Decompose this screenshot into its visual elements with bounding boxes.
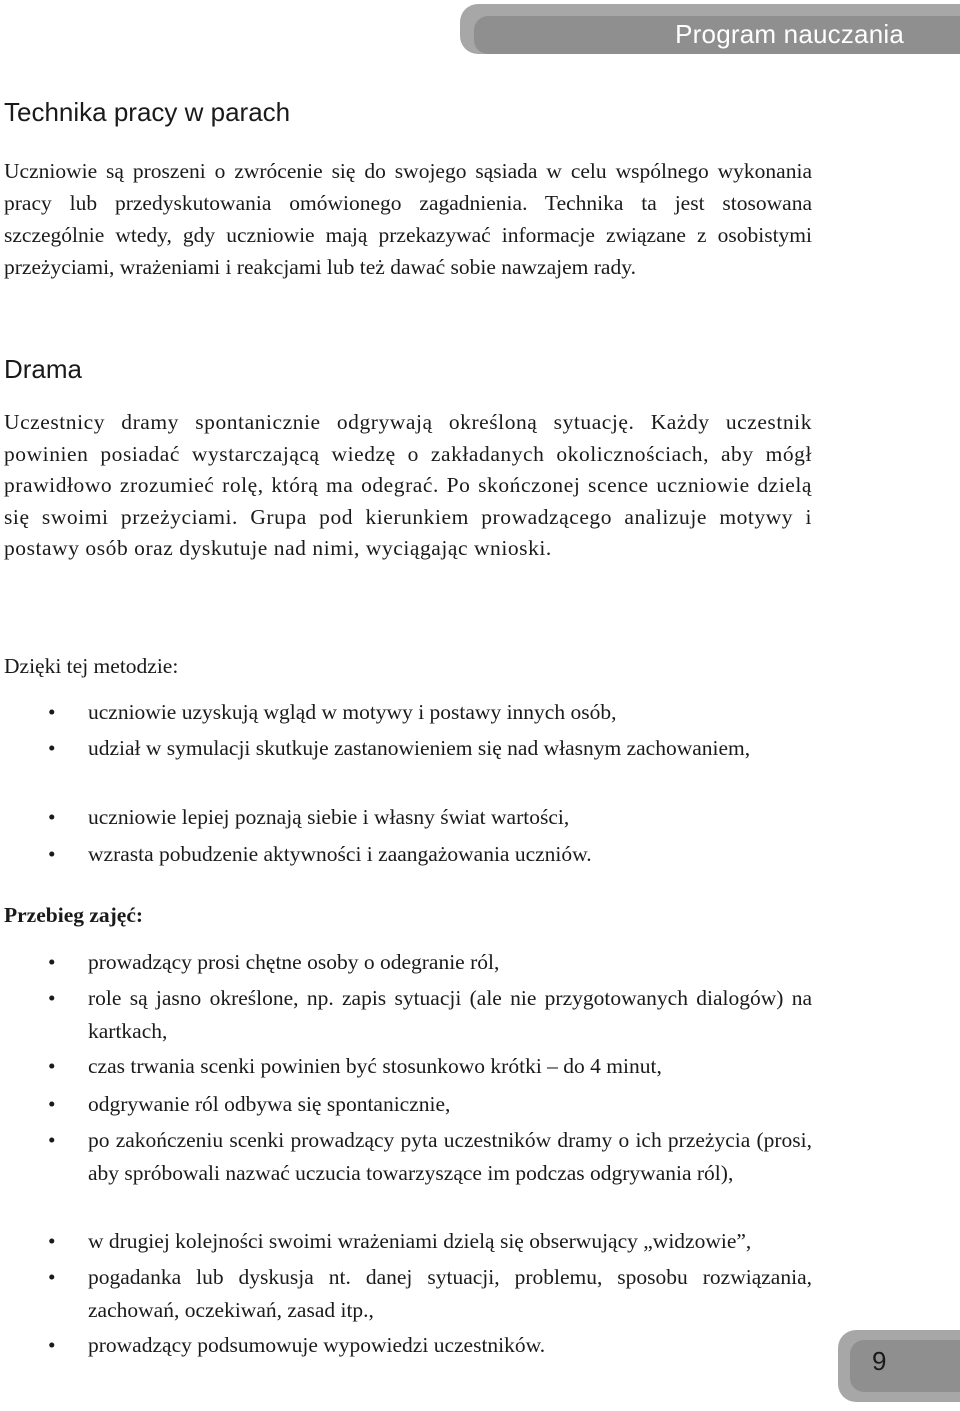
list-item-text: wzrasta pobudzenie aktywności i zaangażowania uczniów. [88,842,592,866]
list-item [48,801,812,834]
list-item [48,1329,812,1362]
list-item-text: uczniowie lepiej poznają siebie i własny świat wartości, [88,805,570,829]
heading-drama: Drama [4,354,83,384]
bullet-icon: • [48,1092,56,1116]
section-title: Program nauczania [675,19,904,49]
list-item [48,1124,812,1190]
drama-paragraph: Uczestnicy dramy spontanicznie odgrywają określoną sytuację. Każdy uczestnik powinien posiadać wystarczającą wiedzę o zakładanych okolicznościach, aby mógł prawidłowo zrozumieć rolę, którą ma odegrać. Po skończonej scence uczniowie dzielą się swoimi przeżyciami. Grupa pod kierunkiem prowadzącego analizuje motywy i postawy osób oraz dyskutuje nad nimi, wyciągając wnioski. [4,410,812,560]
bullet-icon: • [48,842,56,866]
list-item-text: w drugiej kolejności swoimi wrażeniami dzielą się obserwujący „widzowie”, [88,1229,752,1253]
page-number-tab-inner [850,1340,960,1392]
bullet-icon: • [48,805,56,829]
list-item-text: pogadanka lub dyskusja nt. danej sytuacji, problemu, sposobu rozwiązania, zachowań, oczekiwań, zasad itp., [88,1265,812,1322]
bullet-icon: • [48,1333,56,1357]
list-item-text: prowadzący podsumowuje wypowiedzi uczestników. [88,1333,546,1357]
list-item [48,838,812,871]
procedure-heading: Przebieg zajęć: [4,903,144,927]
list-item [48,696,812,729]
list-item [48,1225,812,1258]
list-item-text: odgrywanie ról odbywa się spontanicznie, [88,1092,451,1116]
bullet-icon: • [48,1054,56,1078]
bullet-icon: • [48,950,56,974]
bullet-icon: • [48,1128,56,1152]
list-item-text: czas trwania scenki powinien być stosunkowo krótki – do 4 minut, [88,1054,662,1078]
list-item-text: udział w symulacji skutkuje zastanowieniem się nad własnym zachowaniem, [88,736,751,760]
list-item [48,1261,812,1327]
heading-pair-work: Technika pracy w parach [4,97,291,127]
benefits-intro: Dzięki tej metodzie: [4,654,179,678]
bullet-icon: • [48,1265,56,1289]
bullet-icon: • [48,1229,56,1253]
list-item-text: uczniowie uzyskują wgląd w motywy i postawy innych osób, [88,700,617,724]
list-item-text: po zakończeniu scenki prowadzący pyta uczestników dramy o ich przeżycia (prosi, aby spróbowali nazwać uczucia towarzyszące im podczas odgrywania ról), [88,1128,812,1185]
list-item [48,1050,812,1083]
section-tab [460,4,960,54]
pair-work-paragraph: Uczniowie są proszeni o zwrócenie się do swojego sąsiada w celu wspólnego wykonania pracy lub przedyskutowania omówionego zagadnienia. Technika ta jest stosowana szczególnie wtedy, gdy uczniowie mają przekazywać informacje związane z osobistymi przeżyciami, wrażeniami i reakcjami lub też dawać sobie nawzajem rady. [4,159,812,279]
page-number-tab [838,1330,960,1402]
list-item [48,732,812,765]
list-item [48,982,812,1048]
list-item [48,1088,812,1121]
list-item [48,946,812,979]
list-item-text: role są jasno określone, np. zapis sytuacji (ale nie przygotowanych dialogów) na kartkach, [88,986,812,1043]
bullet-icon: • [48,986,56,1010]
bullet-icon: • [48,736,56,760]
list-item-text: prowadzący prosi chętne osoby o odegranie ról, [88,950,500,974]
bullet-icon: • [48,700,56,724]
page-number: 9 [872,1346,887,1376]
